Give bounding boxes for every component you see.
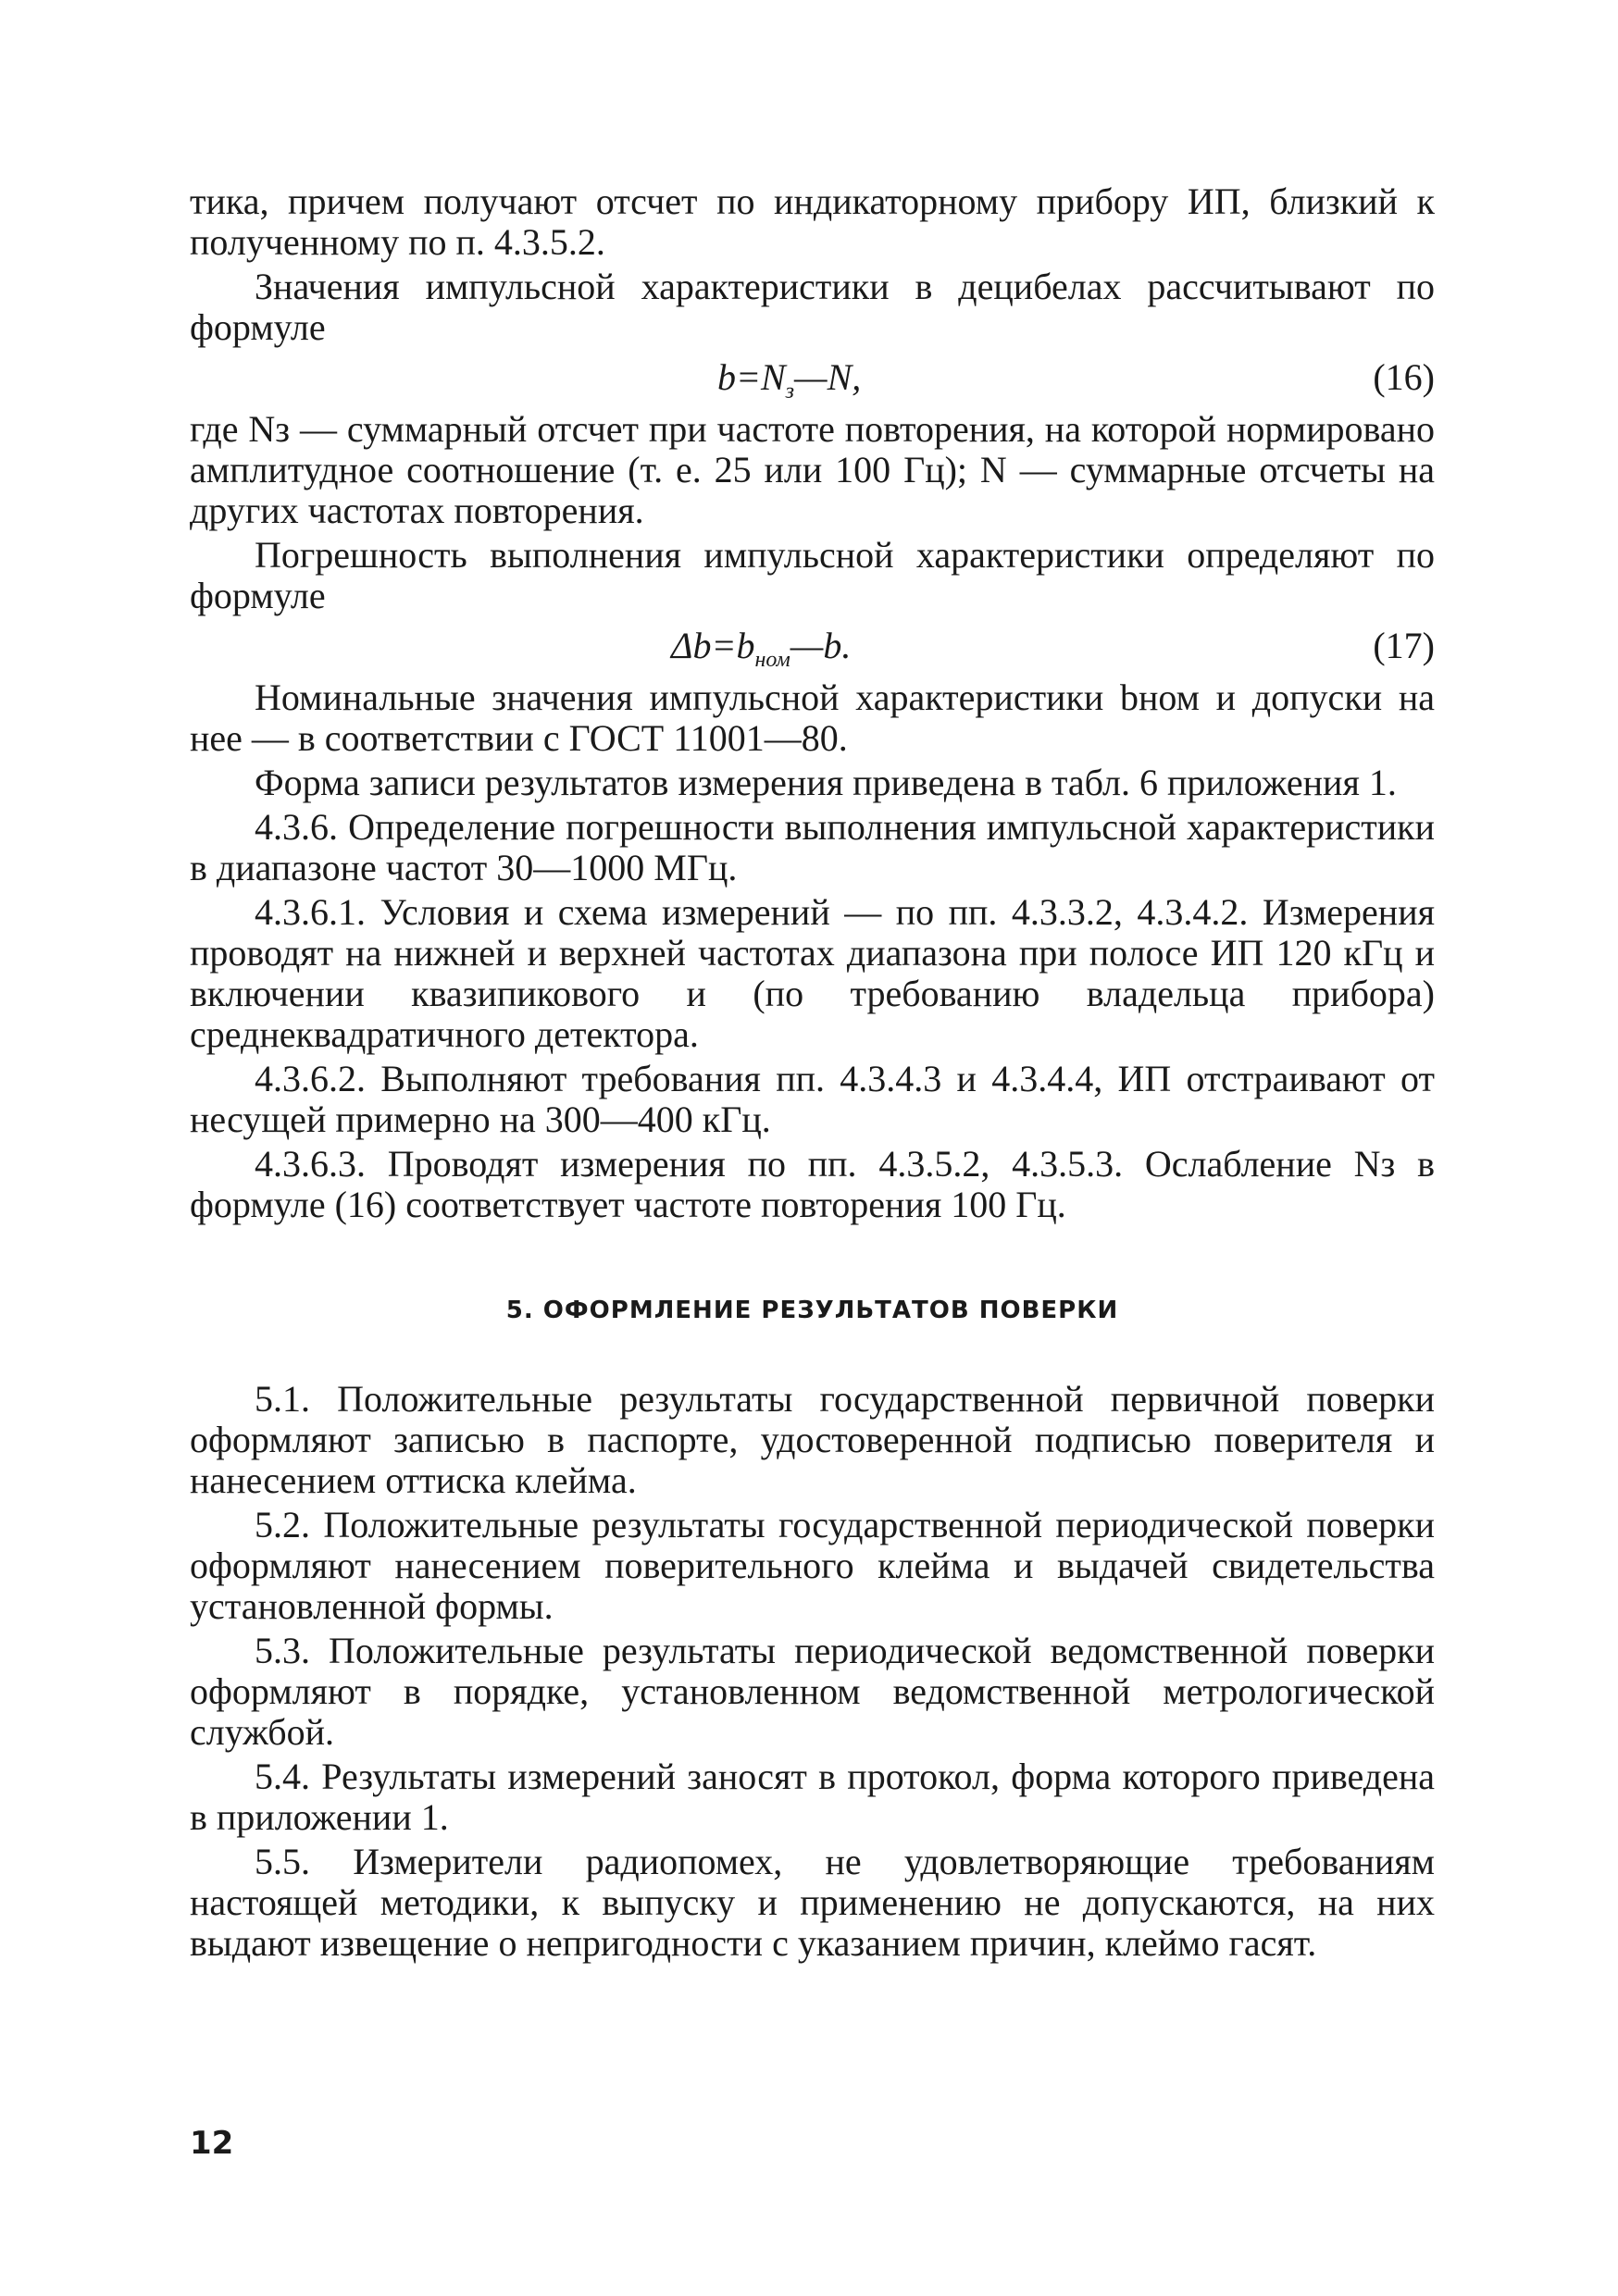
formula-16	[190, 352, 1435, 403]
section-heading: 5. ОФОРМЛЕНИЕ РЕЗУЛЬТАТОВ ПОВЕРКИ	[505, 1297, 1119, 1324]
page-content	[190, 181, 1435, 1967]
formula-17-sub: ном	[754, 648, 790, 672]
formula-16-sub: з	[785, 379, 795, 403]
formula-16-lhs: b=N	[717, 356, 786, 398]
formula-17	[190, 620, 1435, 672]
paragraph: Значения импульсной характеристики в децибелах рассчитывают по формуле	[190, 266, 1435, 348]
paragraph: 4.3.6.2. Выполняют требования пп. 4.3.4.3 и 4.3.4.4, ИП отстраивают от несущей примерно на 300—400 кГц.	[190, 1058, 1435, 1140]
formula-17-rhs: —b.	[790, 625, 852, 666]
paragraph: 5.5. Измерители радиопомех, не удовлетворяющие требованиям настоящей методики, к выпуску и применению не допускаются, на них выдают извещение о непригодности с указанием причин, клеймо гасят.	[190, 1841, 1435, 1964]
page-number: 12	[190, 2125, 234, 2162]
paragraph: 4.3.6.1. Условия и схема измерений — по пп. 4.3.3.2, 4.3.4.2. Измерения проводят на нижней и верхней частотах диапазона при полосе ИП 120 кГц и включении квазипикового и (по требованию владельца прибора) среднеквадратичного детектора.	[190, 891, 1435, 1055]
paragraph: Погрешность выполнения импульсной характеристики определяют по формуле	[190, 534, 1435, 616]
paragraph: 5.4. Результаты измерений заносят в протокол, форма которого приведена в приложении 1.	[190, 1756, 1435, 1838]
paragraph: Форма записи результатов измерения приведена в табл. 6 приложения 1.	[255, 762, 1397, 803]
formula-16-number: (16)	[1373, 356, 1435, 398]
paragraph: 4.3.6. Определение погрешности выполнения импульсной характеристики в диапазоне частот 30—1000 МГц.	[190, 806, 1435, 888]
paragraph: где Nз — суммарный отсчет при частоте повторения, на которой нормировано амплитудное соотношение (т. е. 25 или 100 Гц); N — суммарные отсчеты на других частотах повторения.	[190, 408, 1435, 531]
paragraph: 5.2. Положительные результаты государственной периодической поверки оформляют нанесением поверительного клейма и выдачей свидетельства установленной формы.	[190, 1504, 1435, 1627]
paragraph: 5.3. Положительные результаты периодической ведомственной поверки оформляют в порядке, установленном ведомственной метрологической службой.	[190, 1630, 1435, 1753]
paragraph: 5.1. Положительные результаты государственной первичной поверки оформляют записью в паспорте, удостоверенной подписью поверителя и нанесением оттиска клейма.	[190, 1378, 1435, 1501]
formula-17-number: (17)	[1373, 625, 1435, 666]
paragraph: тика, причем получают отсчет по индикаторному прибору ИП, близкий к полученному по п. 4.3.5.2.	[190, 180, 1435, 263]
formula-17-lhs: Δb=b	[671, 625, 755, 666]
paragraph: Номинальные значения импульсной характеристики bном и допуски на нее — в соответствии с ГОСТ 11001—80.	[190, 676, 1435, 759]
formula-16-rhs: —N,	[794, 356, 862, 398]
paragraph: 4.3.6.3. Проводят измерения по пп. 4.3.5.2, 4.3.5.3. Ослабление Nз в формуле (16) соответствует частоте повторения 100 Гц.	[190, 1143, 1435, 1225]
